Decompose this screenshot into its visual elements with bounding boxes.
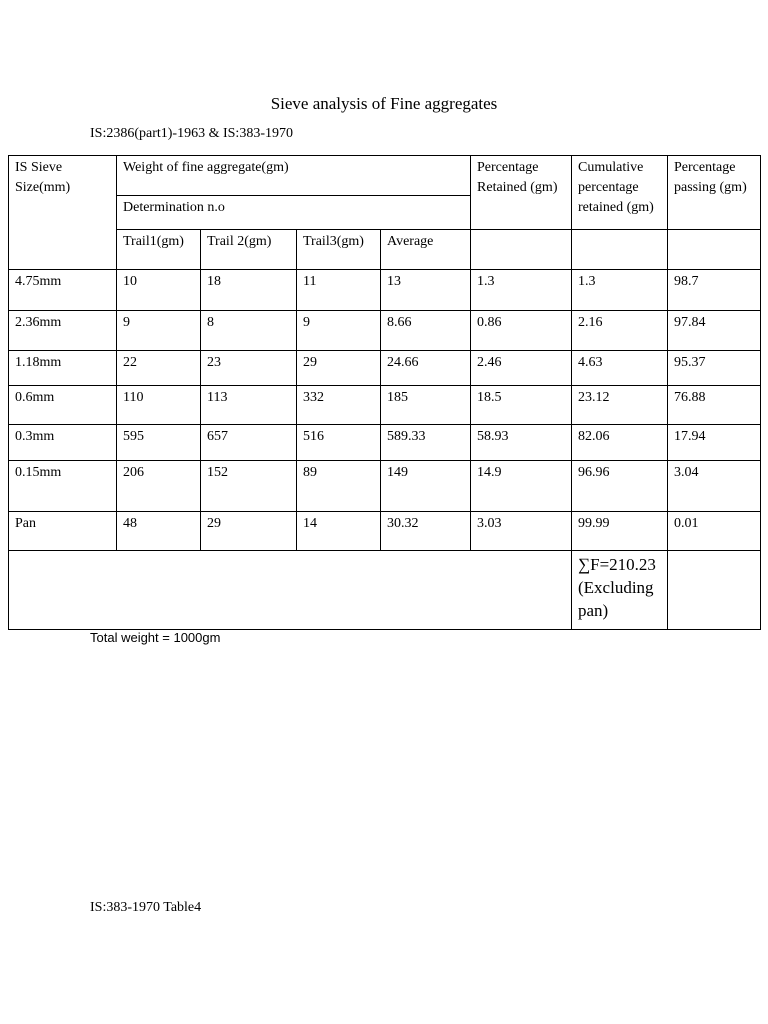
summary-empty-cell (9, 551, 572, 630)
cell-trial1: 595 (117, 425, 201, 461)
cell-pct-passing: 76.88 (668, 386, 761, 425)
cell-cum-retained: 1.3 (572, 270, 668, 311)
header-cum-pct-retained: Cumulative percentage retained (gm) (572, 156, 668, 230)
total-weight-note: Total weight = 1000gm (90, 630, 221, 645)
cell-sieve: 1.18mm (9, 351, 117, 386)
header-weight: Weight of fine aggregate(gm) (117, 156, 471, 196)
cell-trial3: 14 (297, 512, 381, 551)
standard-reference: IS:2386(part1)-1963 & IS:383-1970 (90, 126, 293, 141)
cell-sieve: 2.36mm (9, 311, 117, 351)
cell-pct-retained: 2.46 (471, 351, 572, 386)
table-row (9, 386, 761, 425)
cell-average: 185 (381, 386, 471, 425)
cell-trial1: 9 (117, 311, 201, 351)
cell-sieve: Pan (9, 512, 117, 551)
header-determination: Determination n.o (117, 196, 471, 230)
cell-trial3: 29 (297, 351, 381, 386)
sum-fineness-cell: ∑F=210.23 (Excluding pan) (572, 551, 668, 630)
cell-pct-retained: 14.9 (471, 461, 572, 512)
cell-average: 149 (381, 461, 471, 512)
sieve-analysis-table (8, 155, 761, 630)
cell-trial2: 113 (201, 386, 297, 425)
summary-empty-cell (668, 551, 761, 630)
cell-trial2: 657 (201, 425, 297, 461)
header-sieve-size: IS Sieve Size(mm) (9, 156, 117, 270)
cell-pct-retained: 3.03 (471, 512, 572, 551)
cell-pct-retained: 1.3 (471, 270, 572, 311)
cell-average: 30.32 (381, 512, 471, 551)
table-row (9, 461, 761, 512)
cell-trial2: 152 (201, 461, 297, 512)
cell-sieve: 4.75mm (9, 270, 117, 311)
cell-cum-retained: 96.96 (572, 461, 668, 512)
header-pct-passing: Percentage passing (gm) (668, 156, 761, 230)
cell-average: 589.33 (381, 425, 471, 461)
footer-reference: IS:383-1970 Table4 (90, 900, 202, 915)
summary-row (9, 551, 761, 630)
cell-cum-retained: 4.63 (572, 351, 668, 386)
cell-average: 13 (381, 270, 471, 311)
cell-trial3: 89 (297, 461, 381, 512)
header-pct-retained: Percentage Retained (gm) (471, 156, 572, 230)
table-row (9, 512, 761, 551)
cell-trial2: 8 (201, 311, 297, 351)
cell-cum-retained: 82.06 (572, 425, 668, 461)
cell-trial1: 10 (117, 270, 201, 311)
cell-cum-retained: 23.12 (572, 386, 668, 425)
cell-trial2: 18 (201, 270, 297, 311)
header-empty-cell (572, 230, 668, 270)
cell-trial3: 11 (297, 270, 381, 311)
cell-trial3: 9 (297, 311, 381, 351)
cell-trial1: 48 (117, 512, 201, 551)
cell-trial1: 110 (117, 386, 201, 425)
table-row (9, 425, 761, 461)
cell-trial2: 23 (201, 351, 297, 386)
cell-cum-retained: 99.99 (572, 512, 668, 551)
cell-pct-passing: 3.04 (668, 461, 761, 512)
header-trial3: Trail3(gm) (297, 230, 381, 270)
cell-pct-passing: 95.37 (668, 351, 761, 386)
table-row (9, 351, 761, 386)
table-row (9, 311, 761, 351)
document-title: Sieve analysis of Fine aggregates (270, 94, 498, 113)
cell-trial1: 206 (117, 461, 201, 512)
cell-pct-retained: 0.86 (471, 311, 572, 351)
cell-average: 8.66 (381, 311, 471, 351)
table-row (9, 270, 761, 311)
cell-trial2: 29 (201, 512, 297, 551)
cell-sieve: 0.6mm (9, 386, 117, 425)
cell-pct-passing: 0.01 (668, 512, 761, 551)
header-trial2: Trail 2(gm) (201, 230, 297, 270)
cell-trial3: 516 (297, 425, 381, 461)
cell-pct-retained: 58.93 (471, 425, 572, 461)
cell-trial3: 332 (297, 386, 381, 425)
cell-sieve: 0.3mm (9, 425, 117, 461)
cell-sieve: 0.15mm (9, 461, 117, 512)
cell-pct-passing: 17.94 (668, 425, 761, 461)
cell-pct-passing: 97.84 (668, 311, 761, 351)
cell-pct-passing: 98.7 (668, 270, 761, 311)
cell-average: 24.66 (381, 351, 471, 386)
cell-trial1: 22 (117, 351, 201, 386)
header-average: Average (381, 230, 471, 270)
header-empty-cell (471, 230, 572, 270)
cell-pct-retained: 18.5 (471, 386, 572, 425)
cell-cum-retained: 2.16 (572, 311, 668, 351)
header-empty-cell (668, 230, 761, 270)
header-trial1: Trail1(gm) (117, 230, 201, 270)
